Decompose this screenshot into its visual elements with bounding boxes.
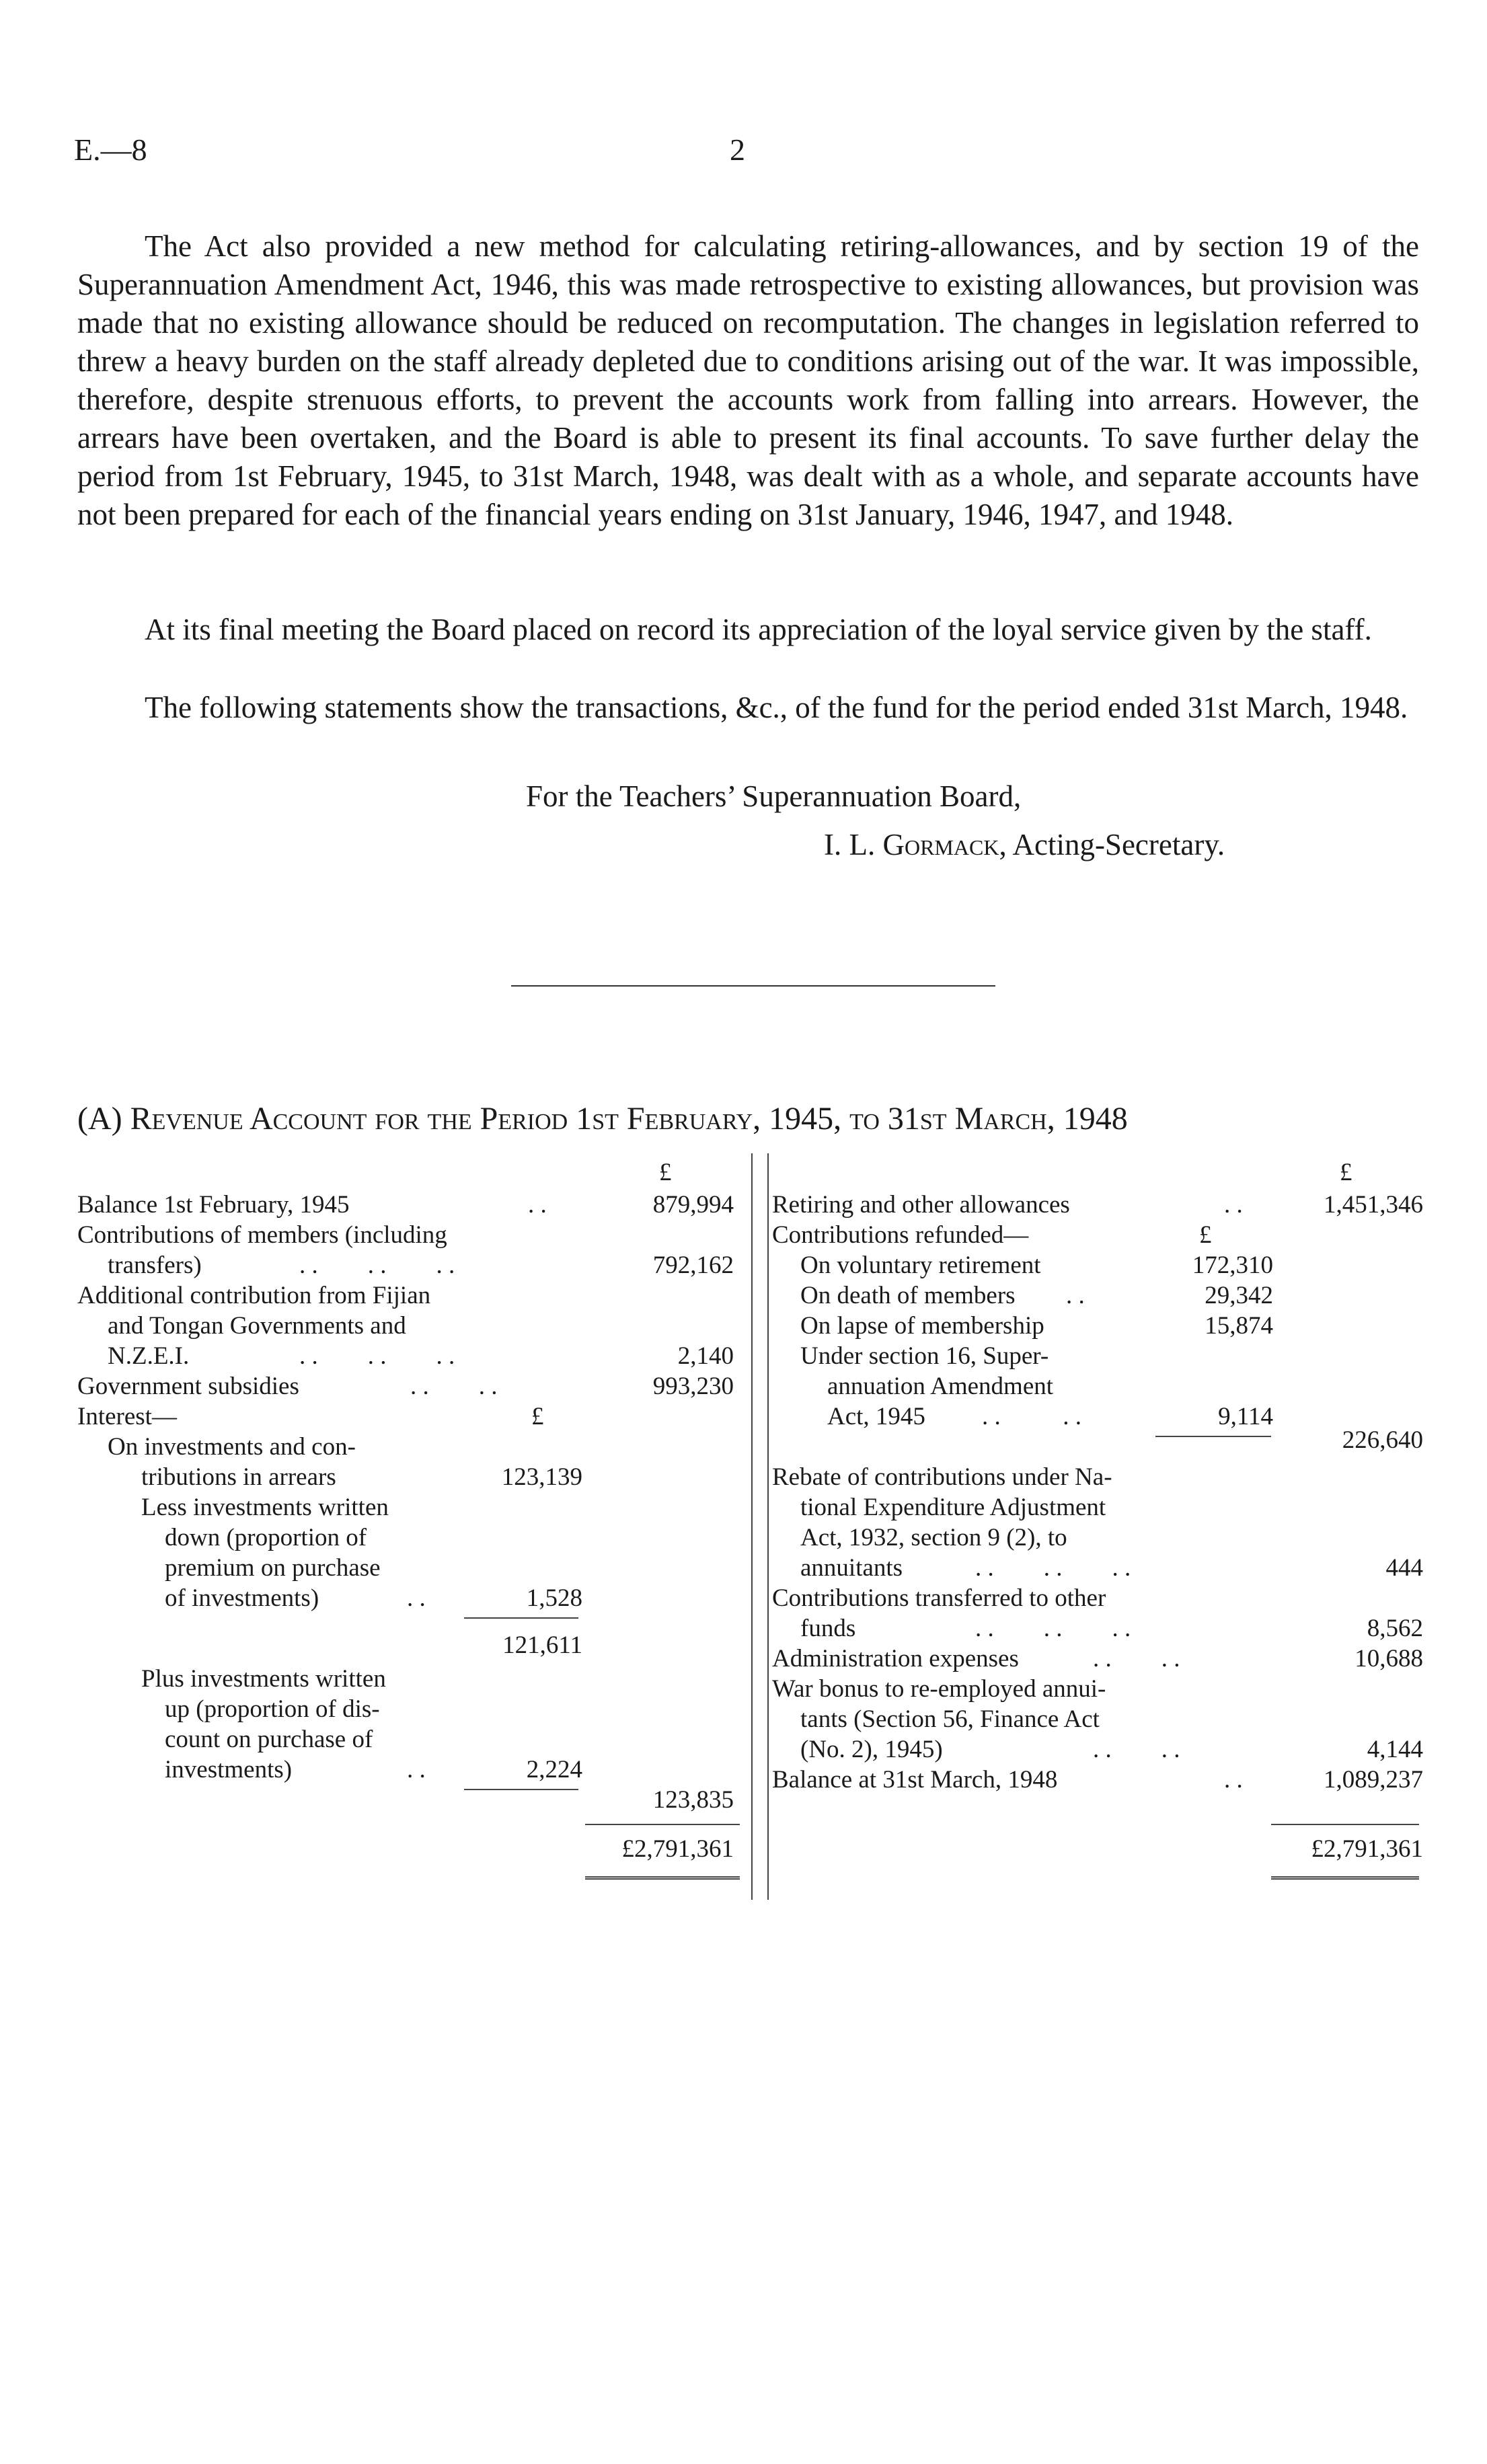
war-bonus-label: War bonus to re-employed annui- [772,1675,1106,1703]
contributions-transferred-value: 8,562 [1367,1615,1423,1642]
signature-title: , Acting-Secretary. [999,828,1225,861]
column-divider [767,1153,769,1900]
plus-written-up-label-cont: count on purchase of [165,1726,373,1753]
additional-contribution-value: 2,140 [677,1342,734,1370]
report-reference: E.—8 [74,132,147,167]
government-subsidies-value: 993,230 [652,1373,734,1400]
war-bonus-value: 4,144 [1367,1736,1423,1763]
leader-dots: . . [1224,1766,1243,1794]
balance-march-label: Balance at 31st March, 1948 [772,1766,1058,1794]
less-written-down-label-cont: premium on purchase [165,1554,381,1582]
contributions-refunded-total: 226,640 [1342,1426,1423,1454]
less-written-down-label-cont: of investments) [165,1584,319,1612]
column-divider [751,1153,753,1900]
left-currency-header: £ [659,1159,672,1186]
page-number: 2 [730,132,745,167]
less-written-down-label: Less investments written [141,1494,389,1521]
plus-written-up-value: 2,224 [526,1756,582,1783]
rebate-label: Rebate of contributions under Na- [772,1463,1112,1491]
leader-dots: . . [528,1191,547,1219]
contributions-transferred-label: Contributions transferred to other [772,1584,1106,1612]
leader-dots: . . [407,1756,426,1783]
leader-dots: . . . . [982,1403,1081,1430]
leader-dots: . . . . [1093,1736,1180,1763]
section-16-label-cont: annuation Amendment [827,1373,1054,1400]
balance-feb-label: Balance 1st February, 1945 [77,1191,350,1219]
contributions-label: Contributions of members (including [77,1221,447,1249]
signature-board-line: For the Teachers’ Superannuation Board, [526,779,1022,813]
section-16-label-cont: Act, 1945 [827,1403,925,1430]
contributions-label-cont: transfers) [108,1252,202,1279]
interest-total-value: 123,835 [652,1786,734,1814]
interest-subtotal-value: 121,611 [502,1631,582,1659]
body-paragraph-1: The Act also provided a new method for calculating retiring-allowances, and by section 19 of the Superannuation Amendment Act, 1946, this was made retrospective to existing allowances, but provision was made that no existing allowance should be reduced on recomputation. The changes in legislation referred to threw a heavy burden on the staff already depleted due to conditions arising out of the war. It was impossible, therefore, despite strenuous efforts, to prevent the accounts work from falling into arrears. However, the arrears have been overtaken, and the Board is able to present its final accounts. To save further delay the period from 1st February, 1945, to 31st March, 1948, was dealt with as a whole, and separate accounts have not been prepared for each of the financial years ending on 31st January, 1946, 1947, and 1948. [77,229,1419,531]
section-16-value: 9,114 [1218,1403,1273,1430]
contributions-refunded-label: Contributions refunded— [772,1221,1029,1249]
war-bonus-label-cont: (No. 2), 1945) [800,1736,943,1763]
leader-dots: . . [1224,1191,1243,1219]
subtotal-rule [1155,1436,1271,1437]
rebate-label-cont: annuitants [800,1554,903,1582]
rebate-value: 444 [1385,1554,1423,1582]
leader-dots: . . . . . . [975,1554,1131,1582]
less-written-down-label-cont: down (proportion of [165,1524,367,1551]
rebate-label-cont: Act, 1932, section 9 (2), to [800,1524,1067,1551]
contributions-value: 792,162 [652,1252,734,1279]
statement-title: (A) Revenue Account for the Period 1st February, 1945, to 31st March, 1948 [77,1101,1128,1137]
death-of-members-value: 29,342 [1205,1282,1273,1309]
refunded-currency: £ [1199,1221,1212,1249]
retiring-allowances-value: 1,451,346 [1324,1191,1423,1219]
subtotal-rule [464,1789,578,1790]
less-written-down-value: 1,528 [526,1584,582,1612]
voluntary-retirement-value: 172,310 [1192,1252,1273,1279]
contributions-transferred-label-cont: funds [800,1615,856,1642]
interest-currency: £ [531,1403,544,1430]
lapse-of-membership-label: On lapse of membership [800,1312,1044,1340]
plus-written-up-label: Plus investments written [141,1665,386,1693]
death-of-members-label: On death of members [800,1282,1016,1309]
leader-dots: . . . . [1093,1645,1180,1672]
subtotal-rule [464,1617,578,1619]
section-16-label: Under section 16, Super- [800,1342,1049,1370]
total-rule [1271,1824,1419,1825]
administration-expenses-value: 10,688 [1355,1645,1423,1672]
interest-label: Interest— [77,1403,177,1430]
plus-written-up-label-cont: up (proportion of dis- [165,1695,380,1723]
investments-label-cont: tributions in arrears [141,1463,336,1491]
right-grand-total: £2,791,361 [1311,1835,1423,1863]
signature-name: I. L. Gormack [824,828,999,861]
additional-contribution-label-cont: N.Z.E.I. [108,1342,190,1370]
plus-written-up-label-cont: investments) [165,1756,293,1783]
balance-feb-value: 879,994 [652,1191,734,1219]
total-rule [585,1824,740,1825]
body-paragraph-2: At its final meeting the Board placed on record its appreciation of the loyal service given by the staff. [145,613,1372,646]
rebate-label-cont: tional Expenditure Adjustment [800,1494,1106,1521]
retiring-allowances-label: Retiring and other allowances [772,1191,1070,1219]
leader-dots: . . [407,1584,426,1612]
leader-dots: . . . . [410,1373,498,1400]
balance-march-value: 1,089,237 [1324,1766,1423,1794]
leader-dots: . . . . . . [975,1615,1131,1642]
leader-dots: . . . . . . [299,1342,455,1370]
war-bonus-label-cont: tants (Section 56, Finance Act [800,1705,1100,1733]
government-subsidies-label: Government subsidies [77,1373,299,1400]
grand-total-double-rule [1271,1876,1419,1880]
grand-total-double-rule [585,1876,740,1880]
body-paragraph-3: The following statements show the transactions, &c., of the fund for the period ended 31st March, 1948. [145,691,1408,724]
administration-expenses-label: Administration expenses [772,1645,1019,1672]
left-grand-total: £2,791,361 [621,1835,734,1863]
leader-dots: . . [1066,1282,1085,1309]
additional-contribution-label-cont: and Tongan Governments and [108,1312,406,1340]
voluntary-retirement-label: On voluntary retirement [800,1252,1041,1279]
leader-dots: . . . . . . [299,1252,455,1279]
investments-label: On investments and con- [108,1433,356,1461]
right-currency-header: £ [1340,1159,1352,1186]
lapse-of-membership-value: 15,874 [1205,1312,1273,1340]
investments-value: 123,139 [501,1463,582,1491]
additional-contribution-label: Additional contribution from Fijian [77,1282,431,1309]
